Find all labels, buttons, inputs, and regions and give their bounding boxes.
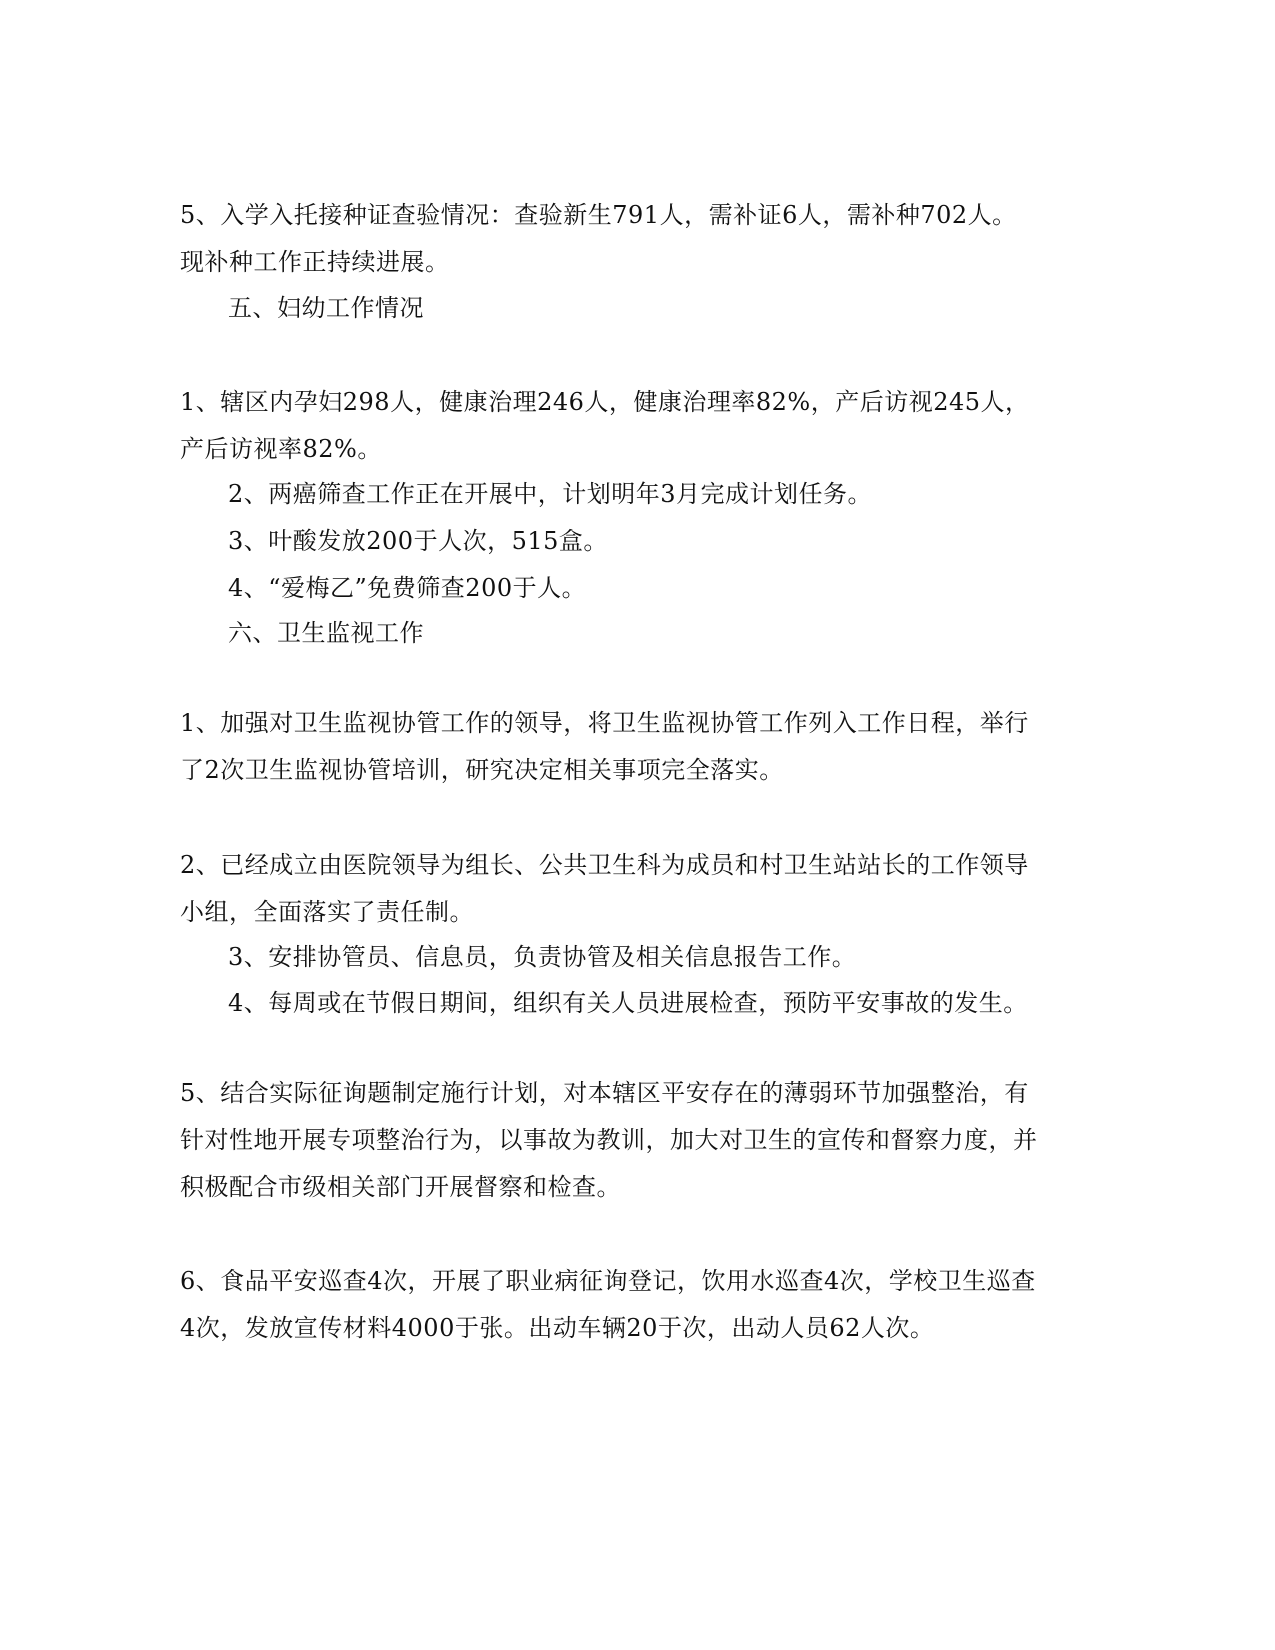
paragraph-leadership-group: 2、已经成立由医院领导为组长、公共卫生科为成员和村卫生站站长的工作领导小组，全面落实了责任制。 — [180, 851, 1029, 926]
paragraph-rectification-plan: 5、结合实际征询题制定施行计划，对本辖区平安存在的薄弱环节加强整治，有针对性地开展专项整治行为，以事故为教训，加大对卫生的宣传和督察力度，并积极配合市级相关部门开展督察和检查。 — [180, 1079, 1038, 1201]
paragraph-free-screening: 4、“爱梅乙”免费筛查200于人。 — [228, 574, 587, 602]
paragraph-supervision-leadership: 1、加强对卫生监视协管工作的领导，将卫生监视协管工作列入工作日程，举行了2次卫生监视协管培训，研究决定相关事项完全落实。 — [180, 709, 1029, 784]
section-heading-maternal-child: 五、妇幼工作情况 — [228, 294, 424, 322]
paragraph-cancer-screening: 2、两癌筛查工作正在开展中，计划明年3月完成计划任务。 — [228, 480, 873, 508]
paragraph-vaccination-check: 5、入学入托接种证查验情况：查验新生791人，需补证6人，需补种702人。现补种工作正持续进展。 — [180, 201, 1017, 276]
paragraph-inspection-summary: 6、食品平安巡查4次，开展了职业病征询登记，饮用水巡查4次，学校卫生巡查4次，发放宣传材料4000于张。出动车辆20于次，出动人员62人次。 — [180, 1267, 1036, 1342]
section-heading-health-supervision: 六、卫生监视工作 — [228, 619, 424, 647]
paragraph-folic-acid: 3、叶酸发放200于人次，515盒。 — [228, 527, 608, 555]
paragraph-coordinators: 3、安排协管员、信息员，负责协管及相关信息报告工作。 — [228, 943, 857, 971]
paragraph-holiday-inspection: 4、每周或在节假日期间，组织有关人员进展检查，预防平安事故的发生。 — [228, 989, 1028, 1017]
paragraph-pregnant-women: 1、辖区内孕妇298人，健康治理246人，健康治理率82%，产后访视245人，产后访视率82%。 — [180, 388, 1030, 463]
